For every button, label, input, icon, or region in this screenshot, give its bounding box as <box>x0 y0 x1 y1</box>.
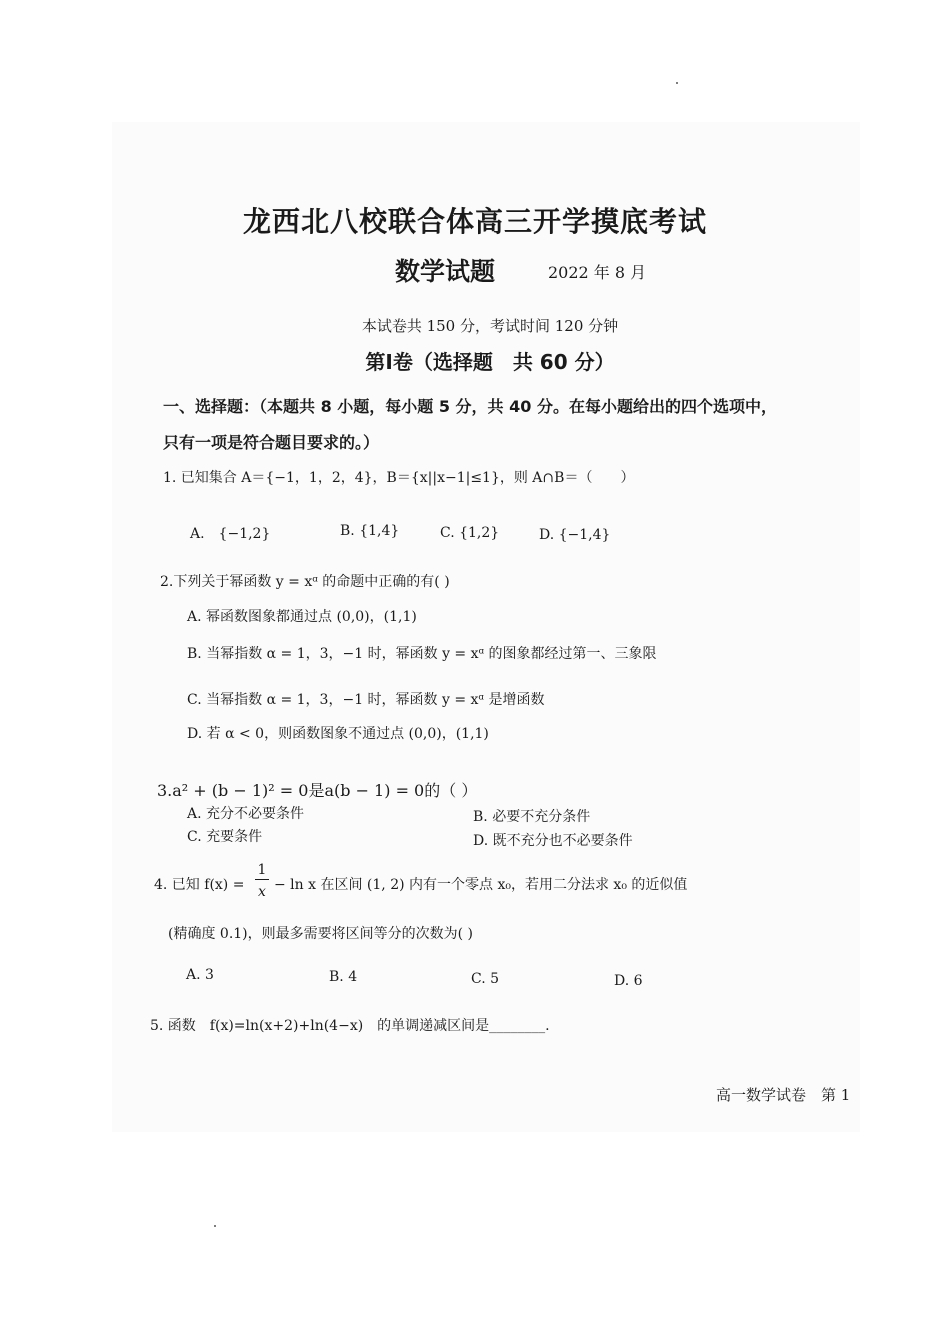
q4-option-c: C. 5 <box>471 971 500 987</box>
q2-option-a: A. 幂函数图象都通过点 (0,0)，(1,1) <box>187 609 417 625</box>
q1-option-b: B. {1,4} <box>340 523 400 539</box>
q4-fraction-numerator: 1 <box>255 862 269 880</box>
q2-stem: 2.下列关于幂函数 y = xᵅ 的命题中正确的有( ) <box>160 574 450 590</box>
q3-option-a: A. 充分不必要条件 <box>187 806 305 822</box>
exam-title: 龙西北八校联合体高三开学摸底考试 <box>242 205 707 238</box>
q1-stem: 1. 已知集合 A＝{−1，1，2，4}，B＝{x||x−1|≤1}，则 A∩B＝（ ） <box>163 470 635 486</box>
scan-speck <box>676 82 678 84</box>
q4-option-a: A. 3 <box>186 967 214 983</box>
q1-option-a: A. {−1,2} <box>190 526 271 542</box>
exam-date: 2022 年 8 月 <box>548 263 647 282</box>
q4-option-b: B. 4 <box>329 969 358 985</box>
q4-option-d: D. 6 <box>614 973 643 989</box>
q3-option-b: B. 必要不充分条件 <box>473 809 591 825</box>
q2-option-d: D. 若 α < 0，则函数图象不通过点 (0,0)，(1,1) <box>187 726 489 742</box>
section-heading-line2: 只有一项是符合题目要求的。） <box>163 433 380 452</box>
q2-option-c: C. 当幂指数 α = 1，3，−1 时，幂函数 y = xᵅ 是增函数 <box>187 692 545 708</box>
q4-stem-prefix: 4. 已知 f(x) = <box>154 877 245 893</box>
part-heading: 第Ⅰ卷（选择题 共 60 分） <box>365 350 615 374</box>
q3-option-c: C. 充要条件 <box>187 829 263 845</box>
exam-info: 本试卷共 150 分，考试时间 120 分钟 <box>361 317 619 335</box>
q4-stem-line2: (精确度 0.1)，则最多需要将区间等分的次数为( ) <box>168 926 474 942</box>
q1-option-d: D. {−1,4} <box>539 527 611 543</box>
page-footer: 高一数学试卷 第 1 <box>716 1086 851 1104</box>
q2-option-b: B. 当幂指数 α = 1，3，−1 时，幂函数 y = xᵅ 的图象都经过第一、三象限 <box>187 646 657 662</box>
scan-speck <box>214 1225 216 1227</box>
q4-fraction-denominator: x <box>258 884 266 900</box>
section-heading-line1: 一、选择题：（本题共 8 小题，每小题 5 分，共 40 分。在每小题给出的四个选项中， <box>163 397 777 416</box>
q4-stem-suffix: − ln x 在区间 (1, 2) 内有一个零点 x₀，若用二分法求 x₀ 的近似值 <box>274 877 688 893</box>
q3-stem: 3.a² + (b − 1)² = 0是a(b − 1) = 0的（ ） <box>157 781 478 800</box>
q5-stem: 5. 函数 f(x)=ln(x+2)+ln(4−x) 的单调递减区间是________. <box>150 1018 550 1034</box>
q3-option-d: D. 既不充分也不必要条件 <box>473 833 633 849</box>
q1-option-c: C. {1,2} <box>440 525 500 541</box>
exam-subject: 数学试题 <box>395 257 496 286</box>
